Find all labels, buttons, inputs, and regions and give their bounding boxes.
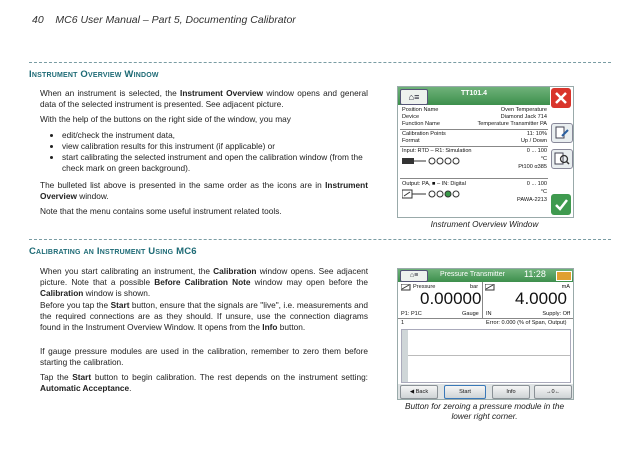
field-label: Format [402,138,420,144]
input-range: 0 ... 100 [526,148,547,154]
error-readout: Error: 0.000 (% of Span, Output) [486,320,567,326]
button-bar [398,384,573,399]
measurement-unit: bar [470,284,479,290]
input-sensor: Pt100 α385 [518,164,547,170]
clock: 11:28 [524,269,546,279]
paragraph-before-start: Before you tap the Start button, ensure that the signals are "live", i.e. measurements and the required connections are as they should. If unsure, use the connection diagrams found in the Instrument Overview Window. It opens from the Info button. [40,300,368,332]
supply-status: Supply: Off [542,311,570,317]
paragraph-tap-start: Tap the Start button to begin calibration. The rest depends on the instrument setting: Automatic Acceptance. [40,372,368,393]
info-button[interactable]: Info [492,385,530,399]
close-icon [551,88,571,108]
paragraph-menu-note: Note that the menu contains some useful instrument related tools. [40,206,282,216]
field-label: Calibration Points [402,131,446,137]
point-number: 1 [401,320,405,326]
output-range: 0 ... 100 [526,181,547,187]
paragraph-bullet-order: The bulleted list above is presented in the same order as the icons are in Instrument Overview window. [40,180,368,201]
graph-axis [402,330,408,382]
magnifier-icon [552,150,572,168]
output-connection-icon [401,284,411,291]
section-title-calibrating: Calibrating an Instrument Using MC6 [29,246,197,257]
window-title: Pressure Transmitter [440,271,505,278]
measurement-unit: mA [561,284,570,290]
divider [482,282,483,318]
field-value: Temperature Transmitter PA [477,121,547,127]
calibration-screen [397,268,574,400]
output-unit: °C [540,189,547,195]
output-sensor: PAWA-2213 [517,197,547,203]
figure-caption: Button for zeroing a pressure module in the lower right corner. [404,401,565,421]
bullet-list [52,130,382,174]
paragraph-overview-intro: When an instrument is selected, the Instrument Overview window opens and general data of the selected instrument is presented. See adjacent picture. [40,88,368,109]
divider [400,129,548,130]
section-divider [29,239,611,240]
window-title-bar [398,269,573,282]
list-item: • edit/check the instrument data, [62,130,382,141]
field-label: Position Name [402,107,439,113]
window-title: TT101.4 [460,90,488,97]
input-unit: °C [540,156,547,162]
output-connection-icon [402,189,472,199]
pressure-value: 0.00000 [420,289,482,308]
home-menu-button[interactable]: ⌂≡ [400,89,428,105]
start-button[interactable]: Start [444,385,486,399]
port-label: P1: P1C [401,311,422,317]
manual-title: MC6 User Manual – Part 5, Documenting Calibrator [55,14,296,26]
section-title-overview: Instrument Overview Window [29,69,159,80]
pressure-mode: Gauge [462,311,479,317]
list-item: • view calibration results for this instrument (if applicable) or [62,141,382,152]
field-value: Oven Temperature [500,107,547,113]
paragraph-gauge-zero: If gauge pressure modules are used in the calibration, remember to zero them before starting the calibration. [40,346,368,367]
paragraph-buttons: With the help of the buttons on the right side of the window, you may [40,114,291,124]
battery-icon [556,271,572,281]
divider [400,178,548,179]
input-label: Input: RTD – R1: Simulation [402,148,472,154]
back-button[interactable]: ◀ Back [400,385,438,399]
input-connection-icon [402,156,472,166]
field-label: Function Name [402,121,440,127]
zero-line [408,355,570,356]
checkmark-icon [551,194,571,215]
section-divider [29,62,611,63]
output-connection-icon [485,284,495,291]
home-menu-button[interactable]: ⌂≡ [400,270,428,282]
field-value: Diamond Jack 714 [500,114,547,120]
close-button[interactable] [551,88,571,108]
measurement-label: Pressure [413,284,436,290]
divider [398,318,573,319]
view-results-button[interactable] [551,149,573,169]
port-label: IN [486,311,492,317]
page-header [32,14,296,26]
paragraph-calibration-window: When you start calibrating an instrument, the Calibration window opens. See adjacent picture. Note that a possible Before Calibration Note window may open before the Calibration window is shown. [40,266,368,298]
list-item: • start calibrating the selected instrument and open the calibration window (from the check mark on green background). [62,152,382,174]
edit-icon [552,124,572,142]
output-label: Output: PA, ■ – IN: Digital [402,181,466,187]
page-number: 40 [32,14,44,26]
figure-caption: Instrument Overview Window [430,219,539,229]
error-graph [401,329,571,383]
field-value: Up / Down [520,138,547,144]
field-label: Device [402,114,420,120]
instrument-overview-screen [397,86,574,218]
divider [400,146,548,147]
zero-pressure-button[interactable]: →0← [534,385,572,399]
window-title-bar [398,87,550,105]
start-calibration-button[interactable] [551,194,571,215]
edit-instrument-button[interactable] [551,123,573,143]
current-value: 4.0000 [515,289,567,308]
field-value: 11: 10% [526,131,547,137]
